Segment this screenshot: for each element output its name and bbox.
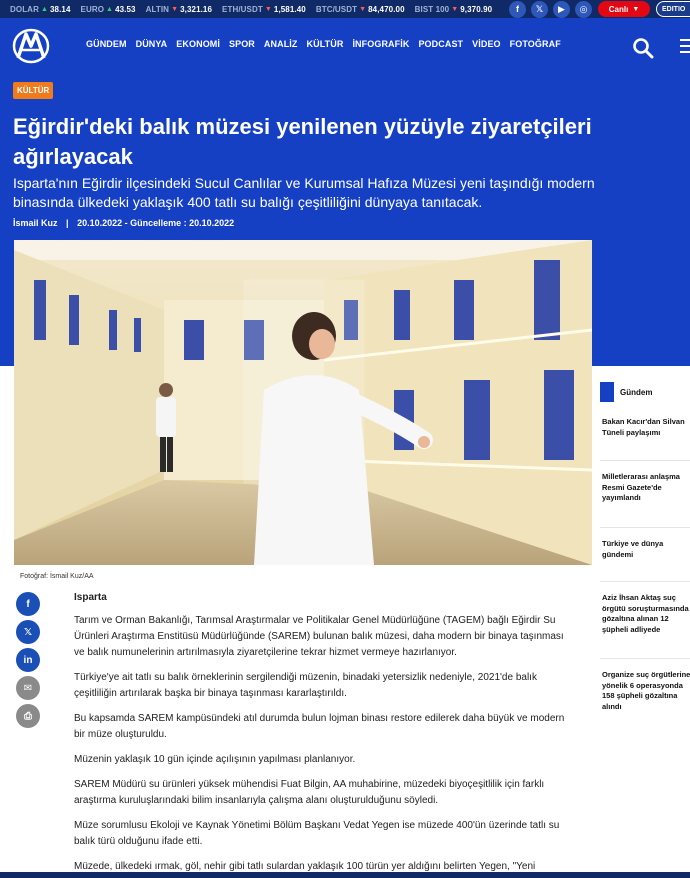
sidebar-news-line: gündemi <box>602 549 634 559</box>
nav-item-3[interactable]: SPOR <box>229 39 255 49</box>
nav-item-8[interactable]: VİDEO <box>472 39 501 49</box>
sidebar-news-line: 158 şüpheli gözaltına <box>602 691 678 700</box>
ticker-item[interactable] <box>10 5 71 14</box>
ticker-value: 84,470.00 <box>368 4 405 14</box>
x-icon[interactable]: 𝕏 <box>531 1 548 18</box>
photo-caption: Fotoğraf: İsmail Kuz/AA <box>20 573 94 580</box>
bottom-bar <box>0 872 690 878</box>
sidebar-news-line: yönelik 6 operasyonda <box>602 680 683 690</box>
sidebar-heading <box>600 382 652 402</box>
article-dateline-city: Isparta <box>74 592 107 603</box>
search-icon[interactable] <box>632 37 654 59</box>
article-summary: Isparta'nın Eğirdir ilçesindeki Sucul Canlılar ve Kurumsal Hafıza Müzesi yeni taşındığı modern binasında ülkedeki yaklaşık 400 tatlı su balığı çeşitliliğini dünyaya tanıtacak. <box>13 175 595 210</box>
arrow-up-icon: ▲ <box>106 5 114 13</box>
ticker-value: 3,321.16 <box>180 4 213 14</box>
article-meta: İsmail Kuz | 20.10.2022 - Güncelleme : 20.10.2022 <box>13 218 235 228</box>
museum-photo-illustration <box>14 240 592 565</box>
ticker-value: 38.14 <box>49 4 71 14</box>
email-share-icon[interactable]: ✉ <box>16 676 40 700</box>
ticker-label: ETH/USDT <box>222 4 263 14</box>
nav-item-9[interactable]: FOTOĞRAF <box>509 39 561 49</box>
article-paragraph: Tarım ve Orman Bakanlığı, Tarımsal Araştırmalar ve Politikalar Genel Müdürlüğüne (TAGEM) bağlı Eğirdir Su Ürünleri Araştırma Enstitüsü Müdürlüğünde (SAREM) bulunan balık müzesi, daha modern bir binaya taşınması ve balık numunelerinin artırılmasıyla ziyaretçilerine tekrar hizmet vermeye hazırlanıyor. <box>74 615 564 658</box>
sidebar-divider <box>600 581 690 582</box>
ticker-value: 1,581.40 <box>273 4 306 14</box>
ticker-value: 43.53 <box>115 4 136 14</box>
arrow-down-icon: ▼ <box>451 5 459 13</box>
article-body <box>74 590 574 878</box>
chevron-down-icon: ▼ <box>632 5 640 13</box>
sidebar-divider <box>600 658 690 659</box>
live-button-label: Canlı <box>608 4 629 14</box>
x-share-icon[interactable]: 𝕏 <box>16 620 40 644</box>
article-paragraph: SAREM Müdürü su ürünleri yüksek mühendisi Fuat Bilgin, AA muhabirine, müzedeki biyoçeşitlilik için farklı araştırma kuruluşlarındaki bilim insanlarıyla çalışma alanı oluşturulduğunu söyledi. <box>74 779 545 806</box>
ticker-item[interactable] <box>316 5 405 14</box>
ticker-value: 9,370.90 <box>460 4 493 14</box>
article-paragraph: Türkiye'ye ait tatlı su balık örneklerinin sergilendiği müzenin, binadaki yetersizlik nedeniyle, 2021'de balık çeşitliliğin artırılarak başka bir binaya taşınması kararlaştırıldı. <box>74 672 537 699</box>
arrow-down-icon: ▼ <box>171 5 179 13</box>
nav-item-1[interactable]: DÜNYA <box>135 39 168 49</box>
nav-menu <box>86 39 561 49</box>
ticker-label: ALTIN <box>145 4 170 14</box>
facebook-share-icon[interactable]: f <box>16 592 40 616</box>
article-dates: 20.10.2022 - Güncelleme : 20.10.2022 <box>77 218 235 228</box>
sidebar-news-line: Resmi Gazete'de <box>602 482 662 492</box>
arrow-down-icon: ▼ <box>264 5 272 13</box>
nav-item-0[interactable]: GÜNDEM <box>86 39 127 49</box>
sidebar-news-line: gözaltına alınan 12 <box>602 614 669 623</box>
sidebar-news-line: örgütü soruşturmasında <box>602 603 689 613</box>
sidebar-news-line: alındı <box>602 701 622 711</box>
article-paragraph: Bu kapsamda SAREM kampüsündeki atıl durumda bulun lojman binası restore edilerek daha büyük ve modern bir müze oluşturuldu. <box>74 713 565 740</box>
nav-item-6[interactable]: İNFOGRAFİK <box>352 39 410 49</box>
article-paragraph: Müzede, ülkedeki ırmak, göl, nehir gibi tatlı sulardan yaklaşık 100 türün yer aldığını belirten Yegen, "Yeni <box>74 861 536 872</box>
article-paragraph: Müze sorumlusu Ekoloji ve Kaynak Yönetimi Bölüm Başkanı Vedat Yegen ise müzede 400'ün üzerinde tatlı su balık türü olduğunu ifade etti. <box>74 820 560 847</box>
sidebar-news-line: Organize suç örgütlerine <box>602 670 690 679</box>
sidebar-news-line: yayımlandı <box>602 493 641 502</box>
facebook-icon[interactable]: f <box>509 1 526 18</box>
live-button[interactable] <box>598 1 650 17</box>
sidebar-divider <box>600 460 690 461</box>
ticker-item[interactable] <box>222 5 306 14</box>
sidebar-news-line: Aziz İhsan Aktaş suç <box>602 593 676 602</box>
article-paragraph: Müzenin yaklaşık 10 gün içinde açılışının yapılması planlanıyor. <box>74 754 356 765</box>
youtube-icon[interactable]: ▶ <box>553 1 570 18</box>
nav-item-4[interactable]: ANALİZ <box>263 39 298 49</box>
sidebar-heading-label: Gündem <box>620 387 653 397</box>
ticker-label: EURO <box>80 4 105 14</box>
ticker-item[interactable] <box>415 5 493 14</box>
main-navbar <box>0 18 690 76</box>
nav-item-5[interactable]: KÜLTÜR <box>306 39 344 49</box>
ticker-item[interactable] <box>81 5 136 14</box>
instagram-icon[interactable]: ◎ <box>575 1 592 18</box>
ticker-label: BTC/USDT <box>315 4 358 14</box>
article-photo <box>14 240 592 565</box>
menu-icon[interactable] <box>680 39 690 55</box>
sidebar-news-line: Tüneli paylaşımı <box>602 427 661 437</box>
sidebar-heading-bar <box>600 382 614 402</box>
article-title: Eğirdir'deki balık müzesi yenilenen yüzüyle ziyaretçileri ağırlayacak <box>13 114 592 169</box>
author-name[interactable]: İsmail Kuz <box>13 218 58 228</box>
nav-item-2[interactable]: EKONOMİ <box>176 39 220 49</box>
sidebar-news-item[interactable] <box>602 417 690 438</box>
arrow-down-icon: ▼ <box>359 5 367 13</box>
article-paragraphs <box>74 613 574 875</box>
market-ticker <box>10 5 492 14</box>
sidebar-news-item[interactable] <box>602 593 690 635</box>
edition-selector[interactable] <box>656 1 690 17</box>
ticker-item[interactable] <box>146 5 212 14</box>
sidebar-news-line: Türkiye ve dünya <box>602 539 664 548</box>
sidebar-news-item[interactable] <box>602 670 690 712</box>
ticker-label: BIST 100 <box>414 4 450 14</box>
nav-item-7[interactable]: PODCAST <box>418 39 464 49</box>
linkedin-share-icon[interactable]: in <box>16 648 40 672</box>
sidebar-news-item[interactable] <box>602 539 690 560</box>
ticker-label: DOLAR <box>10 4 39 14</box>
print-share-icon[interactable]: ⎙ <box>16 704 40 728</box>
arrow-up-icon: ▲ <box>40 5 48 13</box>
category-badge[interactable]: KÜLTÜR <box>13 82 53 99</box>
social-links-top <box>509 0 592 18</box>
sidebar-divider <box>600 527 690 528</box>
sidebar-news-item[interactable] <box>602 472 690 504</box>
edition-label: EDITIO <box>662 5 686 13</box>
sidebar-news-line: Milletlerarası anlaşma <box>602 472 680 481</box>
aa-logo[interactable] <box>12 28 50 64</box>
sidebar-news-line: Bakan Kacır'dan Silvan <box>602 417 685 426</box>
sidebar-news-line: şüpheli adliyede <box>602 624 661 634</box>
